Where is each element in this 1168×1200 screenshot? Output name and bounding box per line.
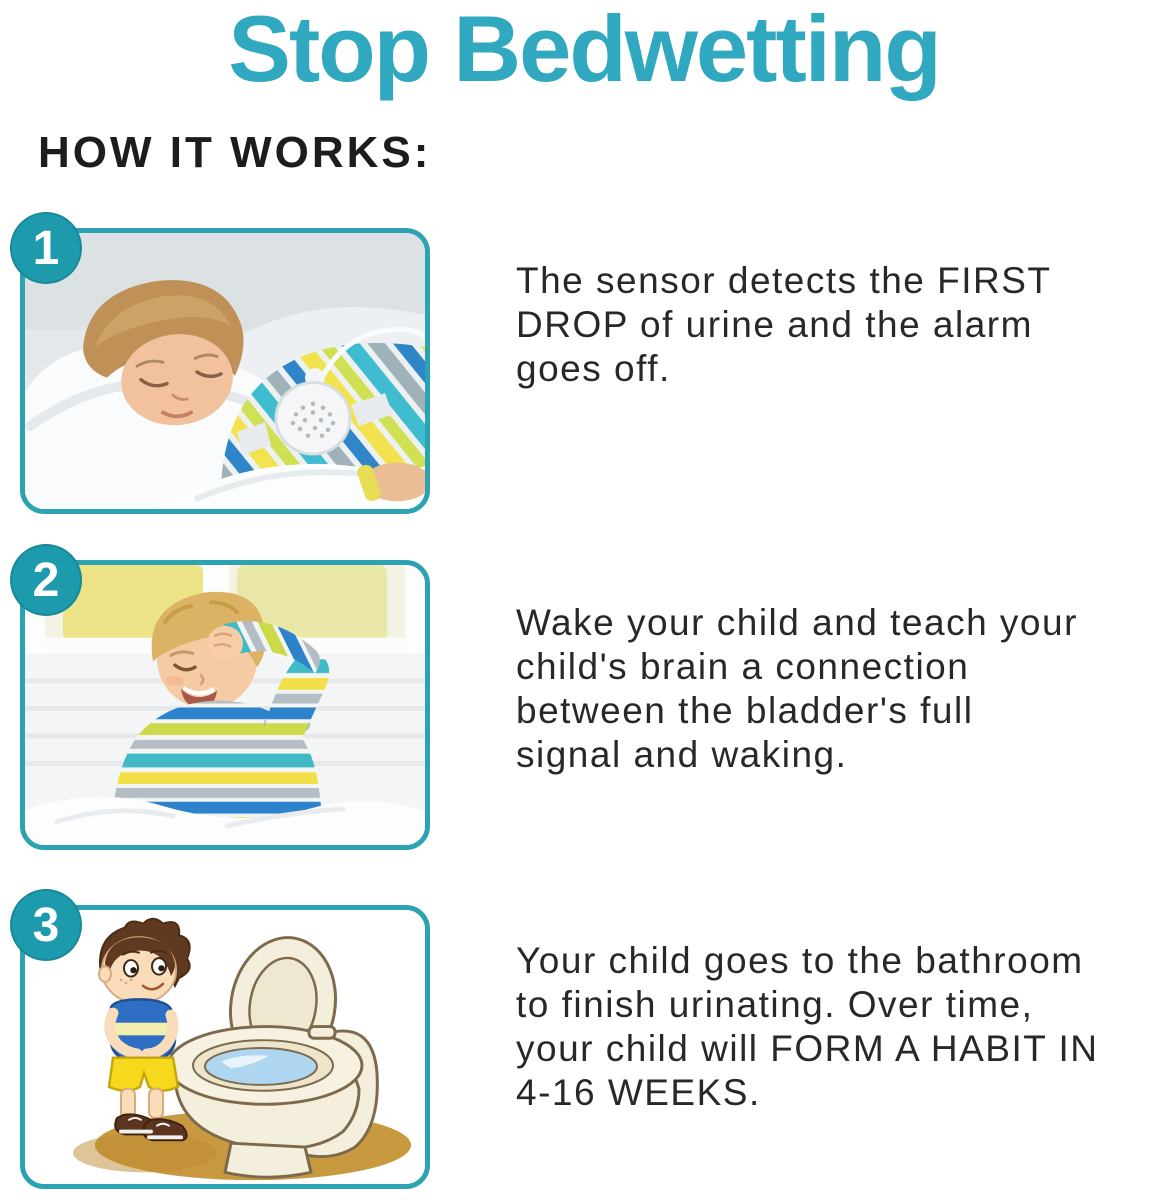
step1-image-frame (20, 228, 430, 514)
step3-cartoon-illustration (25, 910, 425, 1184)
step2-line: between the bladder's full (516, 690, 974, 731)
step2-text (516, 601, 1168, 777)
step1-card (20, 221, 430, 514)
step3-line: 4-16 WEEKS. (516, 1072, 761, 1113)
step3-text (516, 939, 1168, 1115)
step2-card (20, 553, 430, 850)
shirt-stripe (112, 1023, 173, 1036)
how-it-works-heading: HOW IT WORKS: (38, 128, 432, 177)
step3-line: your child will FORM A HABIT IN (516, 1028, 1099, 1069)
step1-number-badge: 1 (10, 212, 82, 284)
page-title: Stop Bedwetting (228, 0, 940, 101)
hinge (309, 1027, 335, 1039)
step3-card (20, 898, 430, 1189)
step2-line: child's brain a connection (516, 646, 970, 687)
leg (149, 1089, 163, 1118)
step3-line: to finish urinating. Over time, (516, 984, 1034, 1025)
toilet-water (205, 1048, 317, 1085)
step1-text (516, 259, 1168, 391)
hand-with-wristband (356, 463, 425, 503)
step2-line: signal and waking. (516, 734, 848, 775)
step3-line: Your child goes to the bathroom (516, 940, 1084, 981)
pedestal (225, 1143, 311, 1177)
ear (99, 966, 111, 982)
step1-photo-illustration (25, 233, 425, 509)
step2-line: Wake your child and teach your (516, 602, 1078, 643)
step3-number-badge: 3 (10, 889, 82, 961)
step2-image-frame (20, 560, 430, 850)
step3-image-frame (20, 905, 430, 1189)
step1-line: DROP of urine and the alarm (516, 304, 1033, 345)
step2-photo-illustration (25, 565, 425, 845)
step1-line: The sensor detects the FIRST (516, 260, 1052, 301)
step1-line: goes off. (516, 348, 671, 389)
step2-number-badge: 2 (10, 544, 82, 616)
